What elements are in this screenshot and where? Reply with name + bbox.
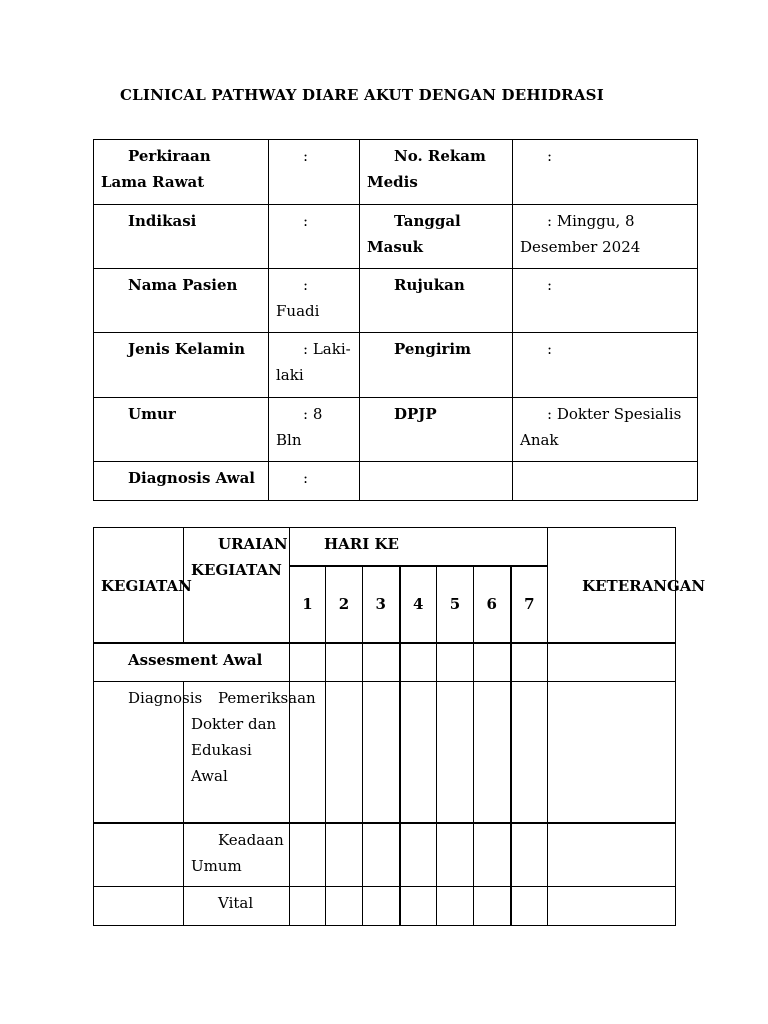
info-label: Rujukan [360, 269, 513, 333]
kegiatan-cell [94, 887, 184, 926]
day-cell[interactable] [474, 643, 511, 682]
keterangan-cell[interactable] [548, 682, 676, 823]
info-value: : 8 Bln [269, 398, 360, 462]
day-cell[interactable] [511, 887, 548, 926]
activity-table [93, 527, 706, 926]
activity-row [94, 823, 676, 887]
day-cell[interactable] [474, 682, 511, 823]
keterangan-cell[interactable] [548, 887, 676, 926]
document-title: CLINICAL PATHWAY DIARE AKUT DENGAN DEHIDRASI [120, 86, 604, 104]
info-value [513, 462, 698, 501]
info-label [360, 462, 513, 501]
info-value: : Laki-laki [269, 333, 360, 398]
day-number: 1 [290, 566, 326, 643]
day-cell[interactable] [400, 823, 437, 887]
day-cell[interactable] [326, 643, 363, 682]
info-row [94, 462, 698, 501]
day-cell[interactable] [474, 823, 511, 887]
info-label: Diagnosis Awal [94, 462, 269, 501]
info-label: Nama Pasien [94, 269, 269, 333]
day-number: 6 [474, 566, 511, 643]
info-value: : Dokter Spesialis Anak [513, 398, 698, 462]
day-number: 2 [326, 566, 363, 643]
day-cell[interactable] [326, 823, 363, 887]
info-value: : [513, 140, 698, 205]
day-cell[interactable] [400, 643, 437, 682]
info-label: Pengirim [360, 333, 513, 398]
day-cell[interactable] [290, 643, 326, 682]
header-uraian: URAIAN KEGIATAN [184, 528, 290, 643]
info-row [94, 398, 698, 462]
info-label: DPJP [360, 398, 513, 462]
info-label: Umur [94, 398, 269, 462]
header-kegiatan: KEGIATAN [94, 528, 184, 643]
day-cell[interactable] [511, 643, 548, 682]
day-cell[interactable] [326, 682, 363, 823]
day-cell[interactable] [290, 823, 326, 887]
keterangan-cell[interactable] [548, 643, 676, 682]
day-cell[interactable] [363, 887, 400, 926]
info-row [94, 140, 698, 205]
day-cell[interactable] [437, 643, 474, 682]
section-title: Assesment Awal [94, 643, 290, 682]
header-row [94, 528, 676, 566]
info-value: : [269, 140, 360, 205]
info-value: : [513, 269, 698, 333]
info-label: Tanggal Masuk [360, 205, 513, 269]
day-cell[interactable] [400, 682, 437, 823]
patient-info-table [93, 139, 698, 501]
info-value: : [513, 333, 698, 398]
day-cell[interactable] [437, 823, 474, 887]
info-value: : Fuadi [269, 269, 360, 333]
uraian-cell: Keadaan Umum [184, 823, 290, 887]
day-cell[interactable] [511, 823, 548, 887]
uraian-cell: Vital [184, 887, 290, 926]
day-number: 4 [400, 566, 437, 643]
activity-row [94, 682, 676, 823]
keterangan-cell[interactable] [548, 823, 676, 887]
info-value: : Minggu, 8 Desember 2024 [513, 205, 698, 269]
kegiatan-cell: Diagnosis [94, 682, 184, 823]
info-value: : [269, 205, 360, 269]
section-row [94, 643, 676, 682]
day-number: 3 [363, 566, 400, 643]
activity-row [94, 887, 676, 926]
day-cell[interactable] [511, 682, 548, 823]
info-row [94, 269, 698, 333]
info-label: No. Rekam Medis [360, 140, 513, 205]
day-cell[interactable] [326, 887, 363, 926]
header-hari-ke: HARI KE [290, 528, 548, 566]
day-cell[interactable] [363, 823, 400, 887]
info-label: Perkiraan Lama Rawat [94, 140, 269, 205]
kegiatan-cell [94, 823, 184, 887]
day-cell[interactable] [474, 887, 511, 926]
info-label: Jenis Kelamin [94, 333, 269, 398]
day-cell[interactable] [290, 887, 326, 926]
day-cell[interactable] [437, 682, 474, 823]
day-number: 5 [437, 566, 474, 643]
day-number: 7 [511, 566, 548, 643]
header-keterangan: KETERANGAN [548, 528, 676, 643]
info-label: Indikasi [94, 205, 269, 269]
info-row [94, 205, 698, 269]
day-cell[interactable] [437, 887, 474, 926]
info-row [94, 333, 698, 398]
day-cell[interactable] [400, 887, 437, 926]
day-cell[interactable] [363, 643, 400, 682]
info-value: : [269, 462, 360, 501]
uraian-cell: Pemeriksaan Dokter dan Edukasi Awal [184, 682, 290, 823]
day-cell[interactable] [363, 682, 400, 823]
